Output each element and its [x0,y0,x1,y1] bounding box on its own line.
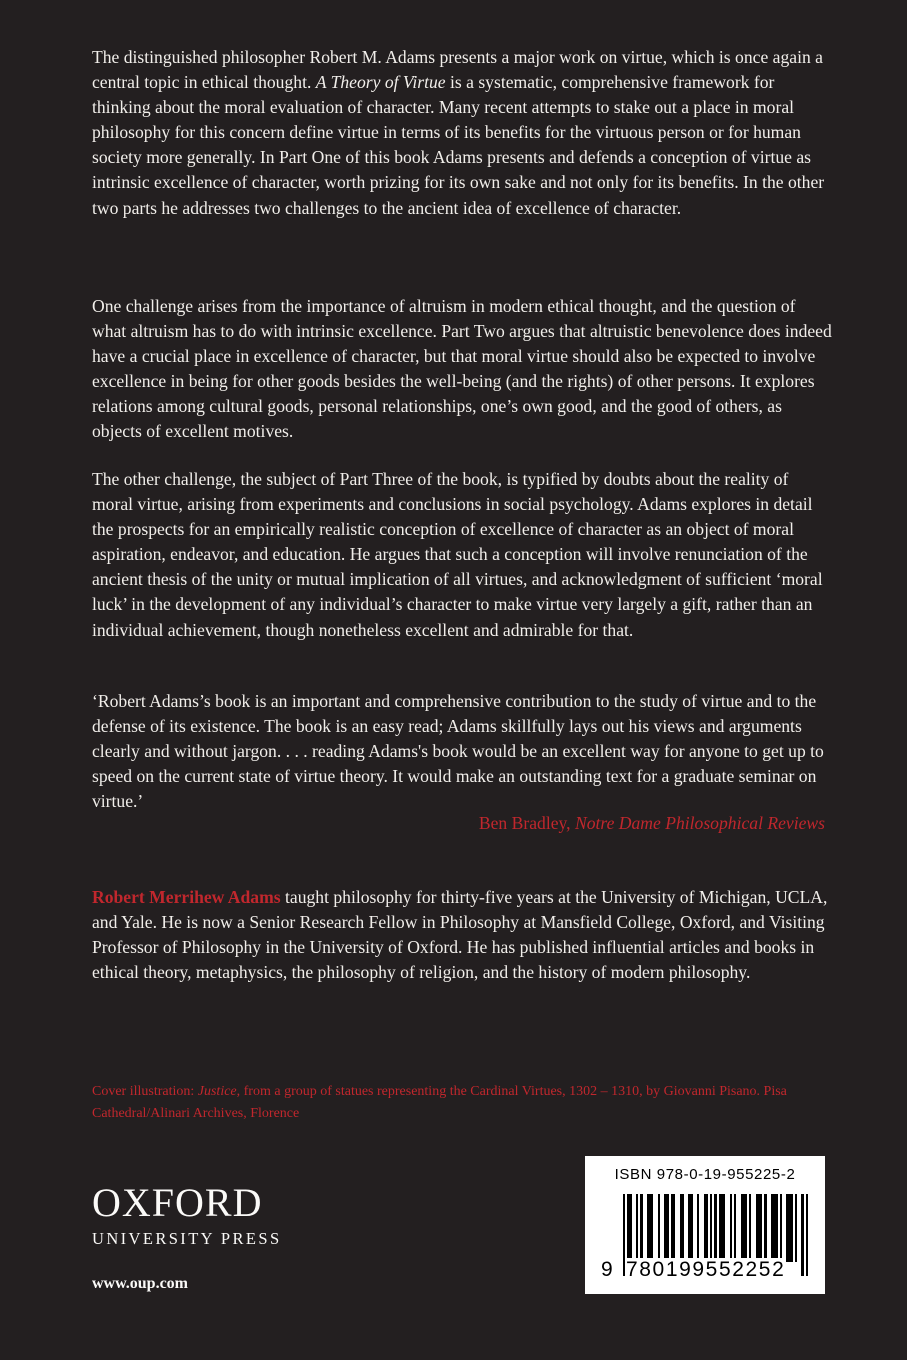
reviewer-name: Ben Bradley, [478,813,575,833]
barcode-bar [730,1194,732,1262]
barcode-bar [775,1194,777,1262]
publisher-subtitle: UNIVERSITY PRESS [92,1229,282,1248]
credit-text: , from a group of statues representing the Cardinal Virtues, 1302 – 1310, by Giovanni Pisano. Pisa Cathedral/Alinari Archives, Florence [92,1084,787,1121]
publisher-name: OXFORD [92,1180,263,1225]
description-paragraph-3: The other challenge, the subject of Part Three of the book, is typified by doubts about the reality of moral virtue, arising from experiments and conclusions in social psychology. Adams explores in detail the prospects for an empirically realistic conception of excellence of character as an object of moral aspiration, endeavor, and education. He argues that such a conception will involve renunciation of the ancient thesis of the unity or mutual implication of all virtues, and acknowledgment of sufficient ‘moral luck’ in the development of any individual’s character to make virtue very largely a gift, rather than an individual achievement, though nonetheless excellent and admirable for that. [92,469,823,640]
paragraph-text: is a systematic, comprehensive framework for thinking about the moral evaluation of character. Many recent attempts to stake out a place in moral philosophy for this concern define virtue in terms of its benefits for the virtuous person or for human society more generally. In Part One of this book Adams presents and defends a conception of virtue as intrinsic excellence of character, worth prizing for its own sake and not only for its benefits. In the other two parts he addresses two challenges to the ancient idea of excellence of character. [92,72,825,218]
barcode-bar [658,1194,660,1262]
isbn-label: ISBN 978-0-19-955225-2 [614,1166,796,1183]
ean-first-digit: 9 [601,1258,613,1281]
barcode-bar [749,1194,751,1262]
review-quote: ‘Robert Adams’s book is an important and comprehensive contribution to the study of virtue and to the defense of its existence. The book is an easy read; Adams skillfully lays out his views and arguments clearly and without jargon. . . . reading Adams's book would be an excellent way for anyone to get up to speed on the current state of virtue theory. It would make an outstanding text for a graduate seminar on virtue.’ [92,691,824,812]
barcode-bar [806,1194,808,1276]
barcode-bar [745,1194,747,1262]
barcode-bar [710,1194,712,1262]
review-publication: Notre Dame Philosophical Reviews [574,813,825,833]
barcode-bar [734,1194,736,1262]
barcode-bar [636,1194,638,1262]
barcode-bar [764,1194,766,1262]
author-bio [92,885,832,985]
credit-work-title: Justice [197,1084,237,1099]
barcode-bar [667,1194,669,1262]
barcode-bar [795,1194,797,1262]
description-paragraph-2: One challenge arises from the importance of altruism in modern ethical thought, and the question of what altruism has to do with intrinsic excellence. Part Two argues that altruistic benevolence does indeed have a crucial place in excellence of character, but that moral virtue should also be expected to involve excellence in being for other goods besides the well-being (and the rights) of other persons. It explores relations among cultural goods, personal relationships, one’s own good, and the good of others, as objects of excellent motives. [92,296,832,442]
barcode-bar [801,1194,803,1276]
barcode-bar [697,1194,699,1262]
credit-prefix: Cover illustration: [92,1084,198,1099]
ean-remaining-digits: 780199552252 [626,1258,786,1281]
book-title: A Theory of Virtue [315,72,446,93]
publisher-url[interactable]: www.oup.com [92,1275,189,1292]
isbn-barcode [585,1156,825,1294]
author-bio-text: taught philosophy for thirty-five years at the University of Michigan, UCLA, and Yale. He is now a Senior Research Fellow in Philosophy at Mansfield College, Oxford, and Visiting Professor of Philosophy in the University of Oxford. He has published influential articles and books in ethical theory, metaphysics, the philosophy of religion, and the history of modern philosophy. [92,887,828,983]
publisher-logo [92,1180,282,1249]
barcode-bar [673,1194,675,1262]
barcode-bar [706,1194,708,1262]
description-paragraph-1 [92,45,832,221]
review-attribution [92,811,825,836]
barcode-bar [630,1194,632,1262]
barcode-bar [791,1194,793,1262]
barcode-bar [760,1194,762,1262]
barcode-bar [640,1194,642,1262]
paragraph-text: The distinguished philosopher Robert M. Adams presents a major work on virtue, which is once again a central topic in ethical thought. [92,47,823,93]
barcode-bar [780,1194,782,1262]
barcode-bar [682,1194,684,1262]
cover-credit [92,1081,792,1124]
author-name: Robert Merrihew Adams [92,887,281,907]
barcode-bar [651,1194,653,1262]
barcode-bar [690,1194,692,1262]
